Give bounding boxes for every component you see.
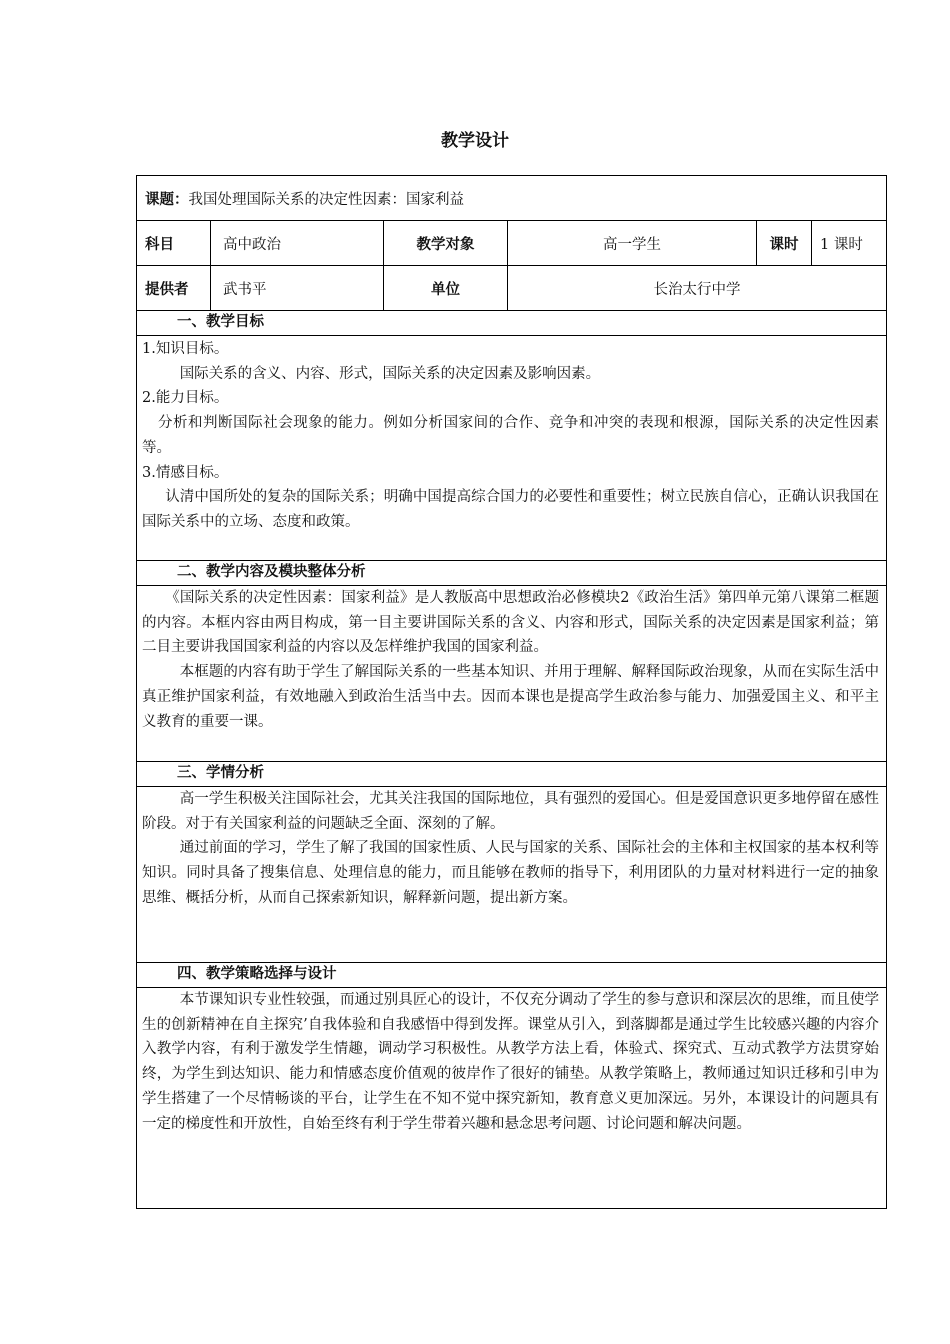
info-row-subject <box>137 221 886 266</box>
paragraph: 本节课知识专业性较强，而通过别具匠心的设计，不仅充分调动了学生的参与意识和深层次的思维，而且使学生的创新精神在自主探究’自我体验和自我感悟中得到发挥。课堂从引入，到落脚都是通过学生比较感兴趣的内容介入教学内容，有利于激发学生情趣，调动学习积极性。从教学方法上看，体验式、探究式、互动式教学方法贯穿始终，为学生到达知识、能力和情感态度价值观的彼岸作了很好的铺垫。从教学策略上，教师通过知识迁移和引申为学生搭建了一个尽情畅谈的平台，让学生在不知不觉中探究新知，教育意义更加深远。另外，本课设计的问题具有一定的梯度性和开放性，自始至终有利于学生带着兴趣和悬念思考问题、讨论问题和解决问题。 <box>142 992 879 1132</box>
section-body-student-analysis <box>137 787 886 963</box>
lesson-topic-cell <box>145 176 885 220</box>
section-heading-strategy: 四、教学策略选择与设计 <box>137 963 886 988</box>
target-value: 高一学生 <box>507 221 756 265</box>
lesson-plan-table <box>136 175 887 1209</box>
hours-value: 1 课时 <box>811 221 886 265</box>
section-body-content-analysis <box>137 586 886 762</box>
section-heading-content-analysis: 二、教学内容及模块整体分析 <box>137 561 886 586</box>
section-heading-student-analysis: 三、学情分析 <box>137 762 886 787</box>
section-body-strategy <box>137 988 886 1208</box>
section-heading-objectives: 一、教学目标 <box>137 311 886 336</box>
paragraph: 本框题的内容有助于学生了解国际关系的一些基本知识、并用于理解、解释国际政治现象，从而在实际生活中真正维护国家利益，有效地融入到政治生活当中去。因而本课也是提高学生政治参与能力、加强爱国主义、和平主义教育的重要一课。 <box>142 664 879 730</box>
paragraph: 国际关系的含义、内容、形式，国际关系的决定因素及影响因素。 <box>179 365 601 382</box>
paragraph: 1.知识目标。 <box>142 341 229 357</box>
subject-label: 科目 <box>145 236 174 253</box>
section-body-objectives <box>137 336 886 561</box>
paragraph: 认清中国所处的复杂的国际关系；明确中国提高综合国力的必要性和重要性；树立民族自信心，正确认识我国在国际关系中的立场、态度和政策。 <box>142 489 879 530</box>
paragraph: 分析和判断国际社会现象的能力。例如分析国家间的合作、竞争和冲突的表现和根源，国际关系的决定性因素等。 <box>142 415 879 456</box>
hours-label: 课时 <box>756 221 811 265</box>
unit-value: 长治太行中学 <box>507 266 886 310</box>
paragraph: 《国际关系的决定性因素：国家利益》是人教版高中思想政治必修模块2《政治生活》第四单元第八课第二框题的内容。本框内容由两目构成，第一目主要讲国际关系的含义、内容和形式，国际关系的决定因素是国家利益；第二目主要讲我国国家利益的内容以及怎样维护我国的国家利益。 <box>142 590 879 656</box>
subject-value: 高中政治 <box>210 221 383 265</box>
provider-value: 武书平 <box>210 266 383 310</box>
lesson-topic-value: 我国处理国际关系的决定性因素：国家利益 <box>188 191 464 208</box>
paragraph: 通过前面的学习，学生了解了我国的国家性质、人民与国家的关系、国际社会的主体和主权国家的基本权利等知识。同时具备了搜集信息、处理信息的能力，而且能够在教师的指导下，利用团队的力量对材料进行一定的抽象思维、概括分析，从而自己探索新知识，解释新问题，提出新方案。 <box>142 840 879 906</box>
lesson-topic-label: 课题： <box>145 191 189 208</box>
target-label: 教学对象 <box>383 221 507 265</box>
paragraph: 2.能力目标。 <box>142 390 229 407</box>
paragraph: 3.情感目标。 <box>142 464 229 481</box>
document-title: 教学设计 <box>441 131 509 151</box>
lesson-topic-row <box>137 176 886 221</box>
paragraph: 高一学生积极关注国际社会，尤其关注我国的国际地位，具有强烈的爱国心。但是爱国意识更多地停留在感性阶段。对于有关国家利益的问题缺乏全面、深刻的了解。 <box>142 791 879 832</box>
info-row-provider <box>137 266 886 311</box>
unit-label: 单位 <box>383 266 507 310</box>
provider-label: 提供者 <box>145 281 189 298</box>
